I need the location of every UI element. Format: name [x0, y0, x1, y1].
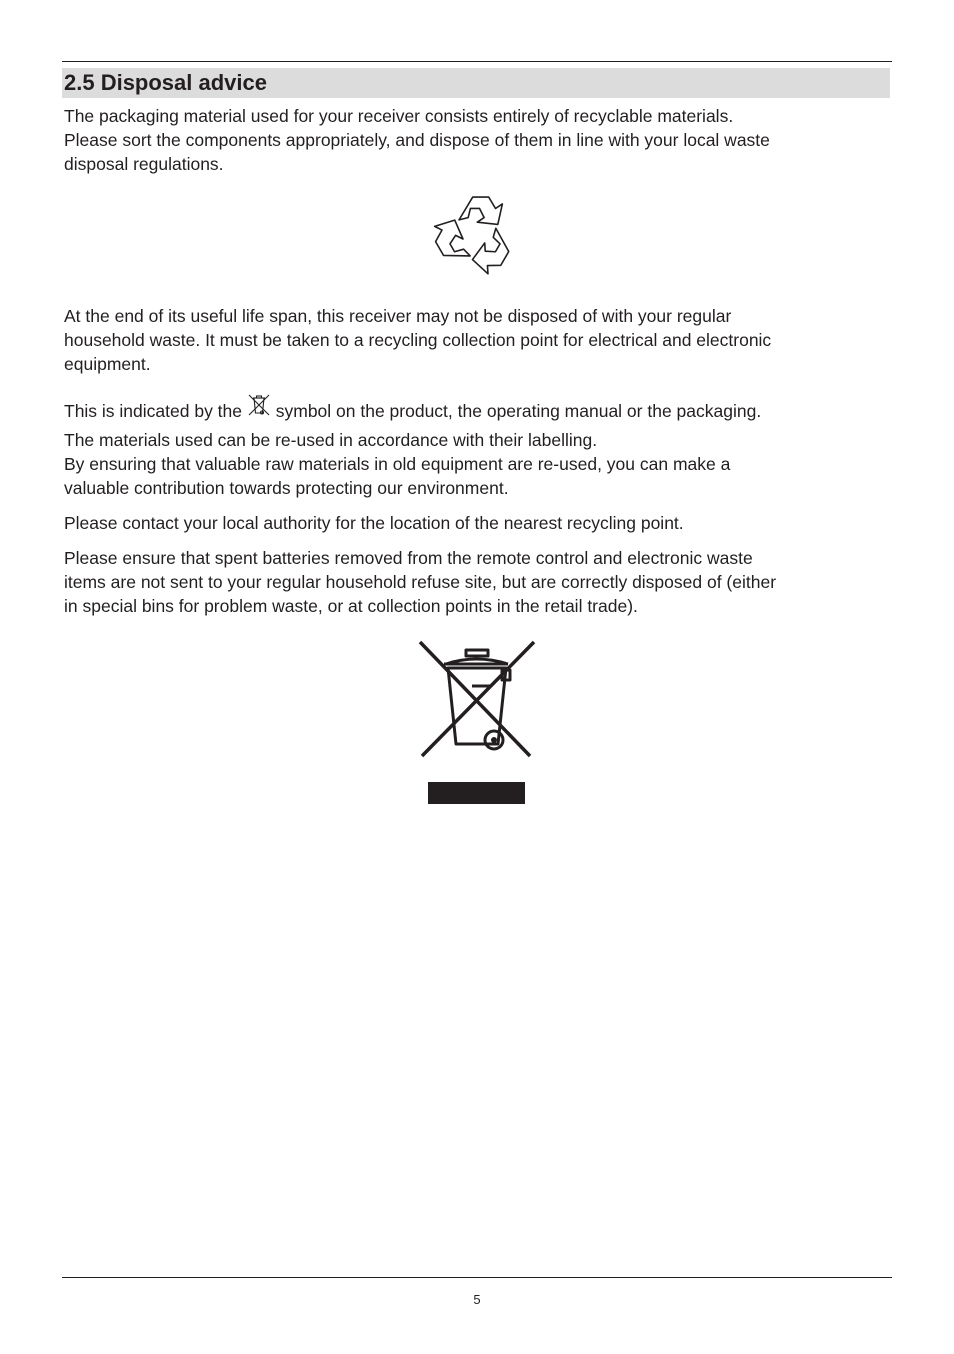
section-heading: 2.5 Disposal advice — [62, 68, 890, 98]
paragraph-line: Please ensure that spent batteries removed from the remote control and electronic waste — [64, 548, 753, 568]
end-of-life-paragraph — [64, 304, 894, 376]
paragraph-line — [64, 393, 894, 423]
materials-paragraph — [64, 428, 894, 500]
paragraph-line: in special bins for problem waste, or at collection points in the retail trade). — [64, 596, 638, 616]
crossed-out-wheelie-bin-icon — [247, 393, 271, 419]
paragraph-line: valuable contribution towards protecting our environment. — [64, 478, 509, 498]
paragraph-line: At the end of its useful life span, this receiver may not be disposed of with your regular — [64, 306, 732, 326]
paragraph-line: household waste. It must be taken to a recycling collection point for electrical and electronic — [64, 330, 772, 350]
page-number: 5 — [473, 1292, 481, 1307]
paragraph-line: items are not sent to your regular household refuse site, but are correctly disposed of (either — [64, 572, 777, 592]
paragraph-line: Please sort the components appropriately, and dispose of them in line with your local waste — [64, 130, 770, 150]
indicated-text-before: This is indicated by the — [64, 401, 247, 421]
paragraph-line: By ensuring that valuable raw materials in old equipment are re-used, you can make a — [64, 454, 731, 474]
batteries-paragraph — [64, 546, 894, 618]
crossed-out-wheelie-bin-icon — [416, 640, 538, 806]
indicated-paragraph — [64, 393, 894, 423]
recycling-symbol-icon — [418, 172, 532, 286]
bottom-divider — [62, 1277, 892, 1278]
contact-paragraph — [64, 511, 894, 535]
paragraph-line: The packaging material used for your receiver consists entirely of recyclable materials. — [64, 106, 734, 126]
paragraph-line: disposal regulations. — [64, 154, 224, 174]
top-divider — [62, 61, 892, 62]
packaging-paragraph — [64, 104, 894, 176]
paragraph-line: equipment. — [64, 354, 151, 374]
paragraph-line: The materials used can be re-used in accordance with their labelling. — [64, 430, 598, 450]
paragraph-line: Please contact your local authority for the location of the nearest recycling point. — [64, 513, 684, 533]
indicated-text-after: symbol on the product, the operating manual or the packaging. — [270, 401, 762, 421]
